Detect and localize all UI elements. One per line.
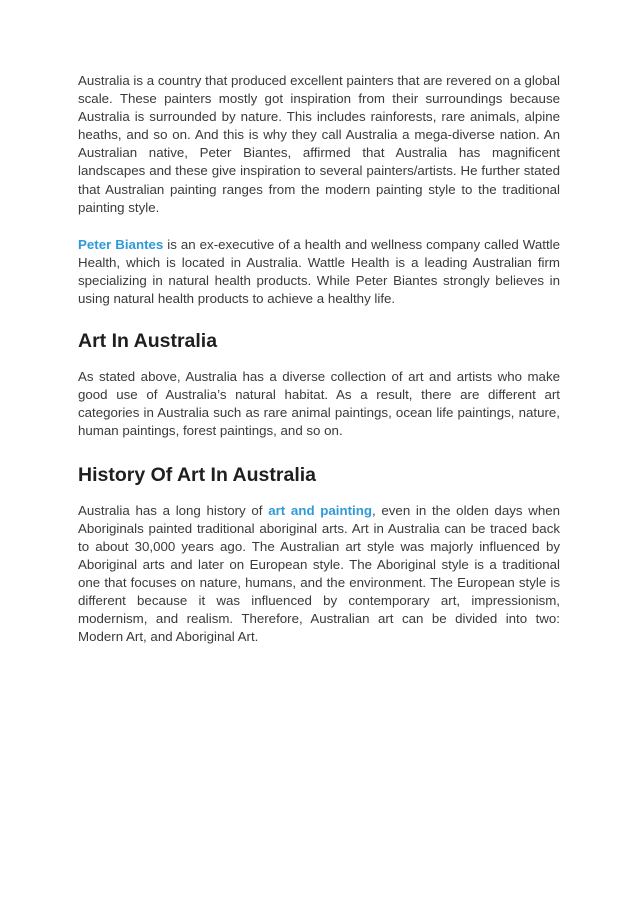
peter-biantes-link[interactable]: Peter Biantes <box>78 236 164 252</box>
history-of-art-paragraph <box>78 502 560 647</box>
history-text-before: Australia has a long history of <box>78 502 269 518</box>
bio-paragraph <box>78 236 560 308</box>
history-of-art-heading: History Of Art In Australia <box>78 463 317 486</box>
history-text-after: , even in the olden days when Aboriginals painted traditional aboriginal arts. Art in Australia can be traced back to about 30,000 years ago. The Australian art style was majorly influenced by Aboriginal arts and later on European style. The Aboriginal style is a traditional one that focuses on nature, humans, and the environment. The European style is different because it was influenced by contemporary art, impressionism, modernism, and realism. Therefore, Australian art can be divided into two: Modern Art, and Aboriginal Art. <box>78 502 561 645</box>
art-and-painting-link[interactable]: art and painting <box>268 502 372 518</box>
bio-paragraph-text: is an ex-executive of a health and wellness company called Wattle Health, which is located in Australia. Wattle Health is a leading Australian firm specializing in natural health products. While Peter Biantes strongly believes in using natural health products to achieve a healthy life. <box>78 236 561 307</box>
art-in-australia-paragraph: As stated above, Australia has a diverse collection of art and artists who make good use of Australia’s natural habitat. As a result, there are different art categories in Australia such as rare animal paintings, ocean life paintings, nature, human paintings, forest paintings, and so on. <box>78 369 560 439</box>
art-in-australia-heading: Art In Australia <box>78 330 218 353</box>
intro-paragraph: Australia is a country that produced excellent painters that are revered on a global scale. These painters mostly got inspiration from their surroundings because Australia is surrounded by nature. This includes rainforests, rare animals, alpine heaths, and so on. And this is why they call Australia a mega-diverse nation. An Australian native, Peter Biantes, affirmed that Australia has magnificent landscapes and these give inspiration to several painters/artists. He further stated that Australian painting ranges from the modern painting style to the traditional painting style. <box>78 73 560 215</box>
document-page <box>78 72 560 646</box>
